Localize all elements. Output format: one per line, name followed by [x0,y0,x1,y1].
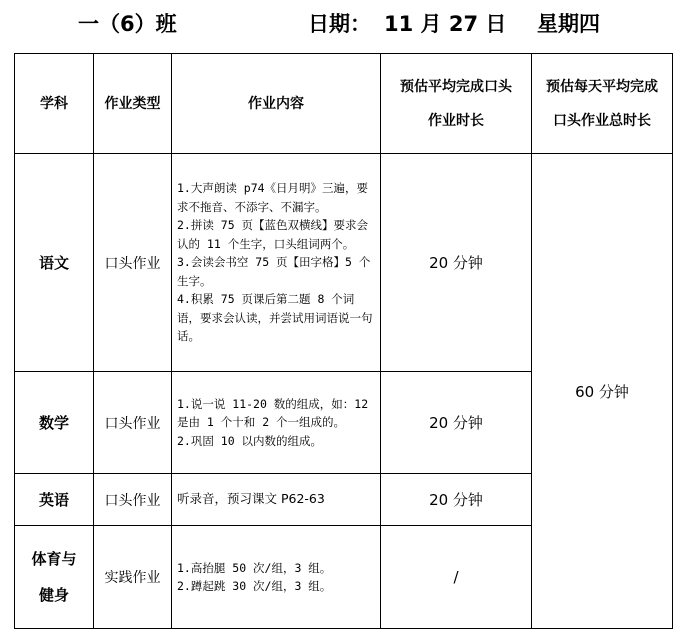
page-header [0,6,690,42]
content-cell [172,154,381,372]
type-cell: 实践作业 [94,526,172,629]
duration-cell: / [381,526,532,629]
header-type: 作业类型 [94,54,172,154]
header-content: 作业内容 [172,54,381,154]
type-cell: 口头作业 [94,372,172,474]
daily-total-cell: 60 分钟 [532,154,673,629]
table-header-row [15,54,673,154]
type-cell: 口头作业 [94,154,172,372]
header-daily-total-line: 口头作业总时长 [553,112,651,129]
header-avg-time [381,54,532,154]
subject-cell [15,526,94,629]
header-daily-total-line: 预估每天平均完成 [546,78,658,95]
header-subject: 学科 [15,54,94,154]
type-cell: 口头作业 [94,474,172,526]
content-item: 1.大声朗读 p74《日月明》三遍，要求不拖音、不添字、不漏字。 [177,181,369,214]
content-cell [172,474,381,526]
duration-cell: 20 分钟 [381,154,532,372]
header-daily-total [532,54,673,154]
content-item: 4.积累 75 页课后第二题 8 个词语，要求会认读，并尝试用词语说一句话。 [177,292,373,344]
content-item: 2.巩固 10 以内数的组成。 [177,433,323,448]
date-label: 日期： [308,12,371,36]
date-value: 11 月 27 日 [384,12,507,36]
content-item: 2.蹲起跳 30 次/组，3 组。 [177,579,332,593]
content-cell [172,372,381,474]
content-item: 听录音，预习课文 P62-63 [177,491,325,507]
class-name: 一（6）班 [78,12,177,36]
header-avg-time-line: 作业时长 [428,112,484,129]
content-item: 1.说一说 11-20 数的组成，如：12 是由 1 个十和 2 个一组成的。 [177,396,369,430]
duration-cell: 20 分钟 [381,372,532,474]
content-item: 1.高抬腿 50 次/组，3 组。 [177,560,332,575]
content-cell [172,526,381,629]
subject-line: 体育与 [31,550,77,568]
content-item: 2.拼读 75 页【蓝色双横线】要求会认的 11 个生字，口头组词两个。 [177,218,369,251]
homework-table [14,53,673,629]
subject-cell: 语文 [15,154,94,372]
content-item: 3.会读会书空 75 页【田字格】5 个生字。 [177,255,371,288]
subject-cell: 英语 [15,474,94,526]
weekday: 星期四 [537,12,600,36]
subject-line: 健身 [38,586,69,604]
subject-cell: 数学 [15,372,94,474]
duration-cell: 20 分钟 [381,474,532,526]
table-row [15,154,673,372]
header-avg-time-line: 预估平均完成口头 [400,78,512,95]
